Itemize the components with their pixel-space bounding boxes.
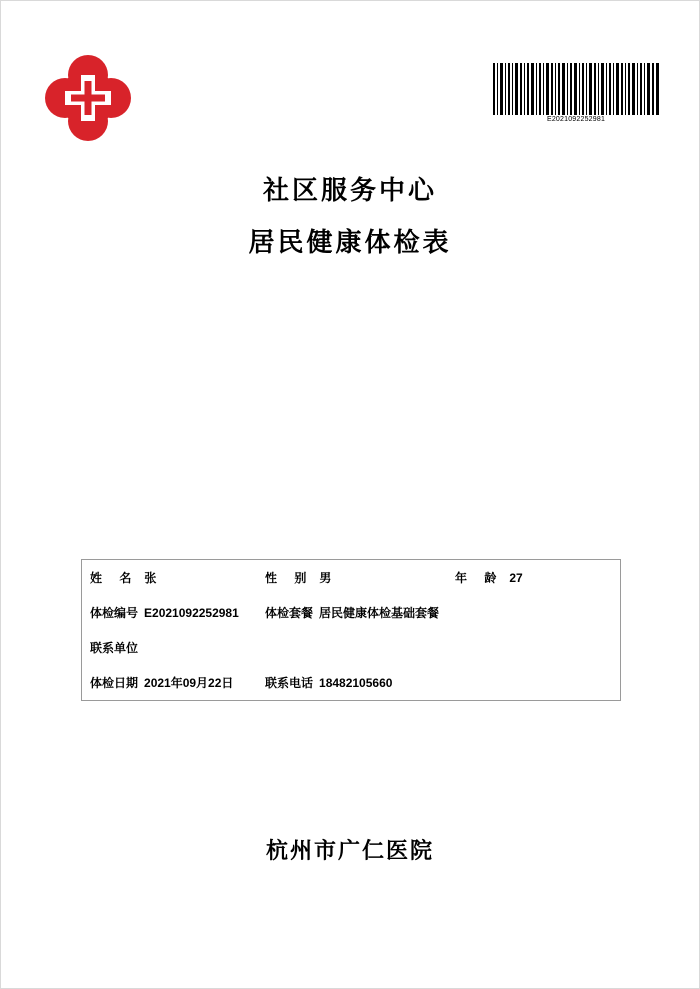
gender-label: 性 别	[265, 571, 314, 585]
hospital-name: 杭州市广仁医院	[265, 838, 434, 863]
age-label: 年 龄	[455, 571, 504, 585]
info-row-identity	[82, 560, 620, 595]
title-line-1: 社区服务中心	[262, 175, 437, 205]
field-unit	[90, 639, 265, 656]
field-phone	[265, 674, 392, 691]
age-value: 27	[509, 571, 523, 585]
name-value: 张	[144, 571, 157, 585]
date-value: 2021年09月22日	[144, 676, 234, 690]
exam-no-value: E2021092252981	[144, 606, 239, 620]
gender-value: 男	[319, 571, 332, 585]
unit-label: 联系单位	[90, 641, 139, 655]
field-package	[265, 604, 439, 621]
date-label: 体检日期	[90, 676, 139, 690]
package-value: 居民健康体检基础套餐	[319, 606, 440, 620]
info-row-exam	[82, 595, 620, 630]
field-exam-no	[90, 604, 265, 621]
title-line-2: 居民健康体检表	[248, 227, 452, 257]
red-cross-hospital-logo-icon	[43, 53, 133, 143]
package-label: 体检套餐	[265, 606, 314, 620]
name-label: 姓 名	[90, 571, 139, 585]
phone-label: 联系电话	[265, 676, 314, 690]
page-title	[1, 164, 699, 268]
field-age	[455, 569, 523, 586]
barcode-number: E2021092252981	[546, 116, 606, 123]
exam-no-label: 体检编号	[90, 606, 139, 620]
phone-value: 18482105660	[319, 676, 393, 690]
patient-info-box	[81, 559, 621, 701]
barcode-icon	[491, 63, 661, 115]
info-row-date-phone	[82, 665, 620, 700]
info-row-unit	[82, 630, 620, 665]
field-date	[90, 674, 265, 691]
barcode	[491, 63, 661, 123]
field-name	[90, 569, 265, 586]
field-gender	[265, 569, 455, 586]
